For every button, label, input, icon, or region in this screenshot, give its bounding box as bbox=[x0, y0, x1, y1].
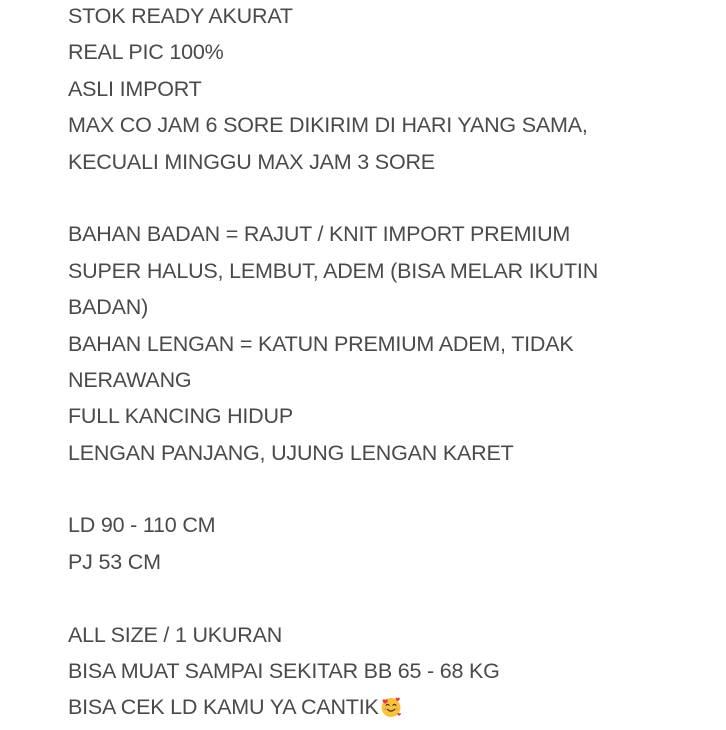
description-line-all-size: ALL SIZE / 1 UKURAN bbox=[68, 622, 283, 647]
description-line-real-pic: REAL PIC 100% bbox=[68, 40, 224, 65]
description-line-check-chest-text: BISA CEK LD KAMU YA CANTIK bbox=[68, 695, 379, 720]
description-line-chest-size: LD 90 - 110 CM bbox=[68, 513, 216, 538]
description-line-sunday-time: KECUALI MINGGU MAX JAM 3 SORE bbox=[68, 149, 435, 174]
blank-line bbox=[68, 180, 708, 216]
description-line-weight-fit: BISA MUAT SAMPAI SEKITAR BB 65 - 68 KG bbox=[68, 659, 500, 684]
description-line-body-material: BAHAN BADAN = RAJUT / KNIT IMPORT PREMIUM bbox=[68, 222, 571, 247]
description-line-stock: STOK READY AKURAT bbox=[68, 4, 293, 28]
description-line-check-chest bbox=[68, 689, 708, 725]
description-line-checkout-time: MAX CO JAM 6 SORE DIKIRIM DI HARI YANG SAMA, bbox=[68, 113, 588, 138]
description-line-sleeve-material-cont: NERAWANG bbox=[68, 367, 192, 392]
description-line-sleeves: LENGAN PANJANG, UJUNG LENGAN KARET bbox=[68, 440, 514, 465]
description-line-buttons: FULL KANCING HIDUP bbox=[68, 404, 293, 429]
smiling-face-with-hearts-icon bbox=[380, 693, 402, 715]
product-description bbox=[68, 0, 708, 726]
description-line-import: ASLI IMPORT bbox=[68, 76, 202, 101]
blank-line bbox=[68, 471, 708, 507]
description-line-body-feel-cont: BADAN) bbox=[68, 295, 149, 320]
description-line-sleeve-material: BAHAN LENGAN = KATUN PREMIUM ADEM, TIDAK bbox=[68, 331, 574, 356]
blank-line bbox=[68, 580, 708, 616]
description-line-body-feel: SUPER HALUS, LEMBUT, ADEM (BISA MELAR IKUTIN bbox=[68, 258, 599, 283]
description-line-length: PJ 53 CM bbox=[68, 549, 161, 574]
